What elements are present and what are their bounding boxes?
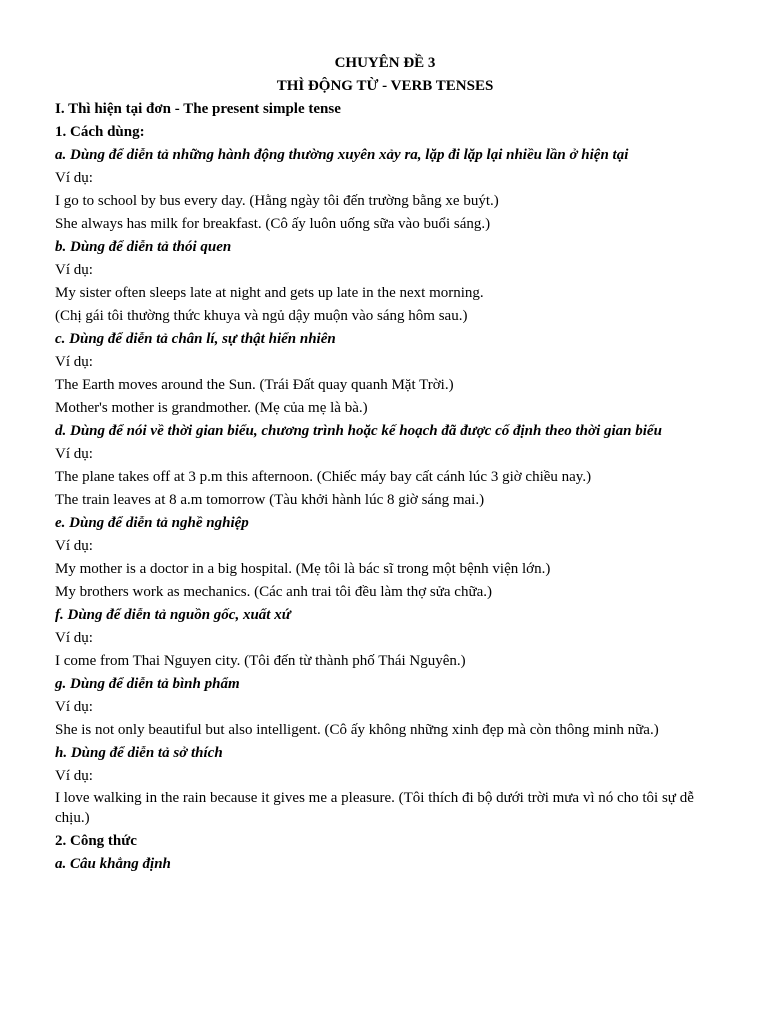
paragraph-line: Ví dụ:: [55, 630, 93, 646]
paragraph-line: My brothers work as mechanics. (Các anh trai tôi đều làm thợ sửa chữa.): [55, 584, 492, 600]
document-title: CHUYÊN ĐỀ 3: [334, 55, 436, 71]
subsection-heading: f. Dùng để diễn tả nguồn gốc, xuất xứ: [55, 607, 291, 623]
paragraph-line: I love walking in the rain because it gives me a pleasure. (Tôi thích đi bộ dưới trời mưa vì nó cho tôi sự dễ chịu.): [55, 790, 694, 826]
document-subtitle: THÌ ĐỘNG TỪ - VERB TENSES: [276, 78, 494, 94]
paragraph-line: Ví dụ:: [55, 262, 93, 278]
document-body: [55, 98, 715, 876]
paragraph-line: She is not only beautiful but also intelligent. (Cô ấy không những xinh đẹp mà còn thông minh nữa.): [55, 722, 659, 738]
paragraph-line: Ví dụ:: [55, 446, 93, 462]
section-heading: 1. Cách dùng:: [55, 124, 145, 140]
paragraph-line: Ví dụ:: [55, 170, 93, 186]
paragraph-line: The train leaves at 8 a.m tomorrow (Tàu khởi hành lúc 8 giờ sáng mai.): [55, 492, 485, 508]
paragraph-line: The Earth moves around the Sun. (Trái Đất quay quanh Mặt Trời.): [55, 377, 454, 393]
paragraph-line: Ví dụ:: [55, 699, 93, 715]
paragraph-line: Mother's mother is grandmother. (Mẹ của mẹ là bà.): [55, 400, 368, 416]
paragraph-line: She always has milk for breakfast. (Cô ấy luôn uống sữa vào buổi sáng.): [55, 216, 491, 232]
subsection-heading: a. Dùng để diễn tả những hành động thường xuyên xảy ra, lặp đi lặp lại nhiều lần ở hiện tại: [55, 147, 629, 163]
subsection-heading: c. Dùng để diễn tả chân lí, sự thật hiển nhiên: [55, 331, 336, 347]
paragraph-line: Ví dụ:: [55, 354, 93, 370]
paragraph-line: Ví dụ:: [55, 538, 93, 554]
paragraph-line: Ví dụ:: [55, 768, 93, 784]
paragraph-line: I come from Thai Nguyen city. (Tôi đến từ thành phố Thái Nguyên.): [55, 653, 466, 669]
paragraph-line: The plane takes off at 3 p.m this afternoon. (Chiếc máy bay cất cánh lúc 3 giờ chiều nay.): [55, 469, 592, 485]
paragraph-line: My mother is a doctor in a big hospital. (Mẹ tôi là bác sĩ trong một bệnh viện lớn.): [55, 561, 551, 577]
subsection-heading: d. Dùng để nói về thời gian biểu, chương trình hoặc kế hoạch đã được cố định theo thời gian biểu: [55, 423, 662, 439]
subsection-heading: h. Dùng để diễn tả sở thích: [55, 745, 223, 761]
paragraph-line: (Chị gái tôi thường thức khuya và ngủ dậy muộn vào sáng hôm sau.): [55, 308, 468, 324]
subsection-heading: b. Dùng để diễn tả thói quen: [55, 239, 232, 255]
document-page: [55, 52, 715, 876]
subsection-heading: g. Dùng để diễn tả bình phẩm: [55, 676, 240, 692]
subsection-heading: e. Dùng để diễn tả nghề nghiệp: [55, 515, 249, 531]
paragraph-line: My sister often sleeps late at night and gets up late in the next morning.: [55, 285, 484, 301]
section-heading: 2. Công thức: [55, 833, 137, 849]
section-heading: I. Thì hiện tại đơn - The present simple tense: [55, 101, 341, 117]
paragraph-line: I go to school by bus every day. (Hằng ngày tôi đến trường bằng xe buýt.): [55, 193, 499, 209]
subsection-heading: a. Câu khẳng định: [55, 856, 171, 872]
